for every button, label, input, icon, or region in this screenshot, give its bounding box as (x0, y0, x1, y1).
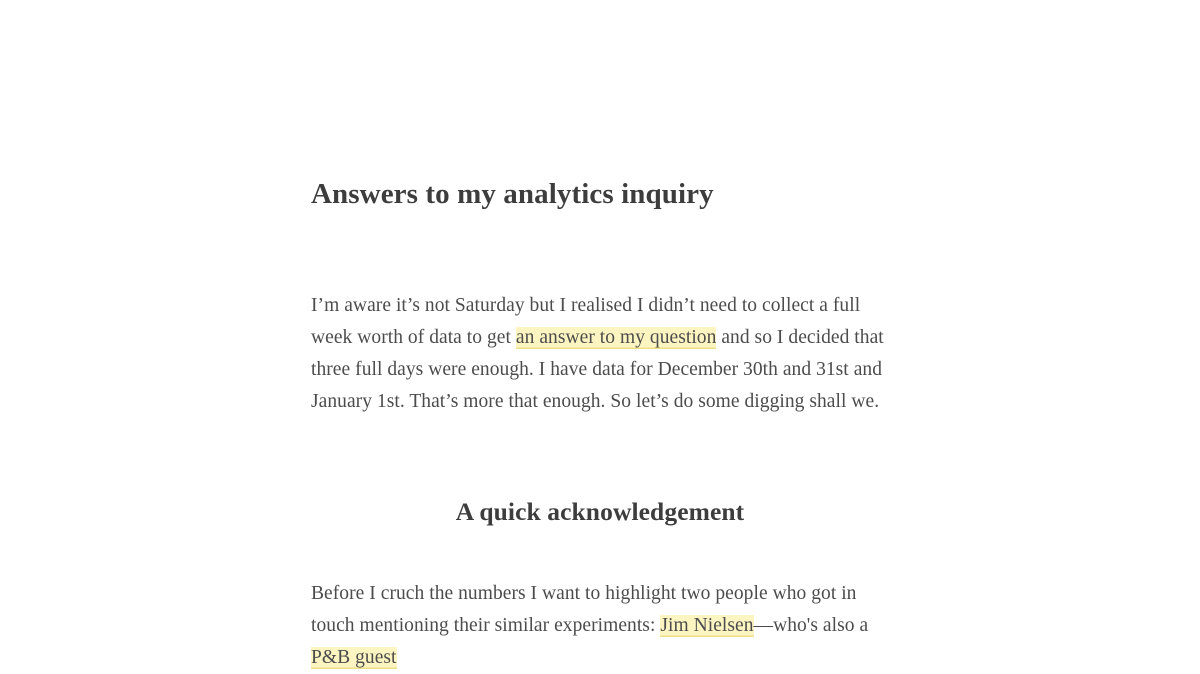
intro-paragraph (311, 290, 889, 418)
ack-text-between-links: —who's also a (753, 615, 869, 636)
intro-text-after-link: and so I decided that three full days were enough. I have data for December 30th and 31st and January 1st. That’s more that enough. So let’s do some digging shall we. (311, 327, 884, 412)
jim-nielsen-link[interactable]: Jim Nielsen (660, 615, 754, 636)
section-heading-acknowledgement: A quick acknowledgement (455, 497, 745, 526)
pb-guest-link[interactable]: P&B guest (311, 647, 397, 668)
acknowledgement-paragraph (311, 578, 889, 674)
page-title: Answers to my analytics inquiry (311, 178, 714, 210)
ack-text-before-first-link: Before I cruch the numbers I want to highlight two people who got in touch mentioning their similar experiments: (311, 583, 857, 636)
intro-text-before-link: I’m aware it’s not Saturday but I realised I didn’t need to collect a full week worth of data to get (311, 295, 861, 348)
answer-to-my-question-link[interactable]: an answer to my question (515, 327, 717, 348)
